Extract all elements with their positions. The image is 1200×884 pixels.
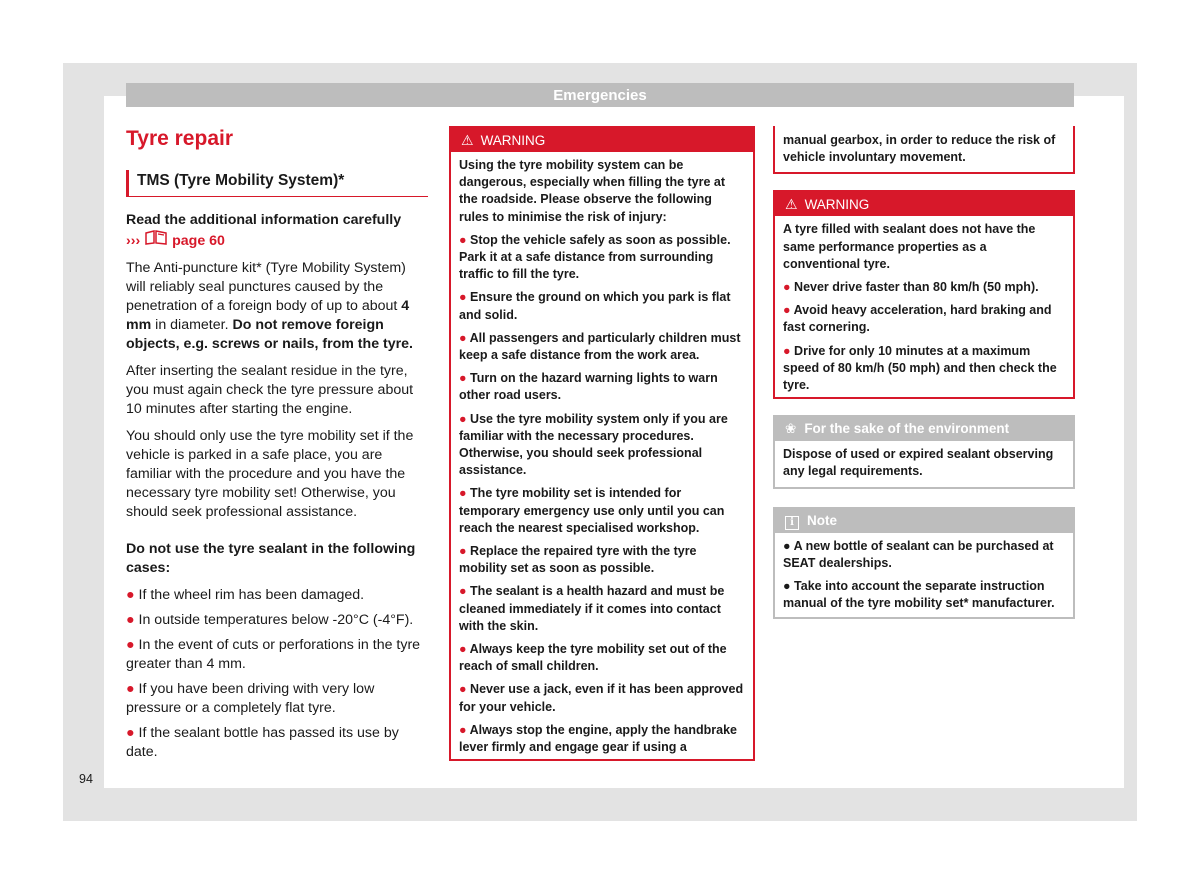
bullet-icon: ●	[126, 612, 135, 628]
bullet-icon: ●	[783, 303, 791, 318]
section-subtitle: TMS (Tyre Mobility System)*	[126, 170, 428, 197]
list-item: ● Always keep the tyre mobility set out of the reach of small children.	[459, 642, 727, 674]
bullet-icon: ●	[459, 544, 467, 559]
read-info-text: Read the additional information carefully	[126, 212, 402, 228]
flower-icon: ❀	[785, 421, 797, 437]
paragraph-2: After inserting the sealant residue in the tyre, you must again check the tyre pressure about 10 minutes after starting the engine.	[126, 363, 414, 417]
warning-label: WARNING	[804, 197, 870, 213]
bullet-icon: ●	[783, 343, 791, 358]
info-icon: i	[785, 516, 799, 530]
read-info	[126, 211, 428, 251]
note-label: Note	[807, 512, 837, 528]
note-header	[775, 509, 1073, 533]
warning-box-1	[449, 126, 755, 761]
list-item: ● A new bottle of sealant can be purchased at SEAT dealerships.	[783, 538, 1054, 570]
warning-header	[451, 128, 753, 152]
environment-text: Dispose of used or expired sealant observing any legal requirements.	[783, 447, 1054, 479]
list-item: ● Take into account the separate instruction manual of the tyre mobility set* manufacturer.	[783, 579, 1055, 611]
book-icon	[144, 233, 172, 249]
warning-continuation-text: manual gearbox, in order to reduce the risk of vehicle involuntary movement.	[783, 133, 1056, 165]
list-item: ● Never drive faster than 80 km/h (50 mph).	[783, 280, 1039, 295]
bullet-icon: ●	[126, 725, 135, 741]
list-item: ● If the wheel rim has been damaged.	[126, 587, 365, 603]
bullet-icon: ●	[459, 330, 467, 345]
note-body	[775, 533, 1073, 618]
warning-continuation	[773, 126, 1075, 174]
section-header: Emergencies	[126, 83, 1074, 107]
list-item: ● Stop the vehicle safely as soon as possible. Park it at a safe distance from surrounding traffic to fill the tyre.	[459, 232, 731, 282]
list-item: ● Drive for only 10 minutes at a maximum speed of 80 km/h (50 mph) and then check the tyre.	[783, 343, 1057, 393]
list-item: ● In the event of cuts or perforations in the tyre greater than 4 mm.	[126, 637, 421, 672]
warning-intro: A tyre filled with sealant does not have the same performance properties as a conventional tyre.	[783, 222, 1036, 271]
environment-box	[773, 415, 1075, 488]
bullet-icon: ●	[459, 232, 467, 247]
column-1	[126, 126, 428, 768]
warning-header	[775, 192, 1073, 216]
bullet-icon: ●	[126, 637, 135, 653]
bullet-icon: ●	[459, 584, 467, 599]
p1-b: 4 mm	[126, 298, 410, 333]
environment-label: For the sake of the environment	[804, 421, 1010, 437]
list-item: ● Turn on the hazard warning lights to warn other road users.	[459, 371, 718, 403]
bullet-icon: ●	[126, 587, 135, 603]
paragraph-3: You should only use the tyre mobility set if the vehicle is parked in a safe place, you are familiar with the procedure and you have the necessary tyre mobility set! Otherwise, you should seek professional assistance.	[126, 428, 414, 520]
bullet-icon: ●	[459, 642, 467, 657]
p1-a: The Anti-puncture kit* (Tyre Mobility System) will reliably seal punctures caused by the penetration of a foreign body of up to about	[126, 260, 406, 314]
list-item: ● In outside temperatures below -20°C (-4°F).	[126, 612, 414, 628]
intro-paragraph	[126, 259, 428, 354]
read-info-ref[interactable]	[126, 230, 428, 251]
note-box	[773, 507, 1075, 620]
bullet-icon: ●	[459, 682, 467, 697]
list-item: ● Always stop the engine, apply the handbrake lever firmly and engage gear if using a	[459, 722, 737, 755]
list-item: ● If the sealant bottle has passed its use by date.	[126, 725, 399, 760]
bullet-icon: ●	[459, 722, 467, 737]
list-item: ● Avoid heavy acceleration, hard braking and fast cornering.	[783, 303, 1052, 335]
ref-page: page 60	[172, 233, 225, 249]
bullet-icon: ●	[783, 280, 791, 295]
ref-arrows: ›››	[126, 233, 141, 249]
bullet-icon: ●	[459, 371, 467, 386]
list-item: ● Ensure the ground on which you park is flat and solid.	[459, 290, 731, 322]
page-number: 94	[79, 772, 93, 786]
column-3	[773, 126, 1075, 619]
bullet-icon: ●	[459, 290, 467, 305]
bullet-icon: ●	[126, 681, 135, 697]
warning-body	[775, 216, 1073, 397]
p1-c: in diameter.	[151, 317, 233, 333]
list-item: ● The sealant is a health hazard and must be cleaned immediately if it comes into contact with the skin.	[459, 584, 725, 633]
warning-intro: Using the tyre mobility system can be dangerous, especially when filling the tyre at the roadside. Please observe the following rules to minimise the risk of injury:	[459, 158, 726, 224]
p1-d: Do not remove foreign objects, e.g. screws or nails, from the tyre.	[126, 317, 413, 352]
list-item: ● Replace the repaired tyre with the tyre mobility set as soon as possible.	[459, 544, 697, 576]
list-item: ● Use the tyre mobility system only if you are familiar with the necessary procedures. Otherwise, you should seek professional assistance.	[459, 411, 728, 478]
cases-title: Do not use the tyre sealant in the following cases:	[126, 541, 416, 576]
bullet-icon: ●	[459, 486, 467, 501]
list-item: ● If you have been driving with very low pressure or a completely flat tyre.	[126, 681, 375, 716]
environment-header	[775, 417, 1073, 441]
bullet-icon: ●	[459, 411, 467, 426]
warning-triangle-icon: ⚠	[461, 132, 474, 148]
warning-triangle-icon: ⚠	[785, 196, 798, 213]
list-item: ● Never use a jack, even if it has been approved for your vehicle.	[459, 682, 744, 714]
warning-body	[451, 152, 753, 759]
page-title: Tyre repair	[126, 127, 233, 150]
list-item: ● The tyre mobility set is intended for temporary emergency use only until you can reach the nearest specialised workshop.	[459, 486, 725, 535]
warning-box-2	[773, 190, 1075, 399]
warning-label: WARNING	[480, 133, 546, 148]
list-item: ● All passengers and particularly children must keep a safe distance from the work area.	[459, 330, 741, 363]
